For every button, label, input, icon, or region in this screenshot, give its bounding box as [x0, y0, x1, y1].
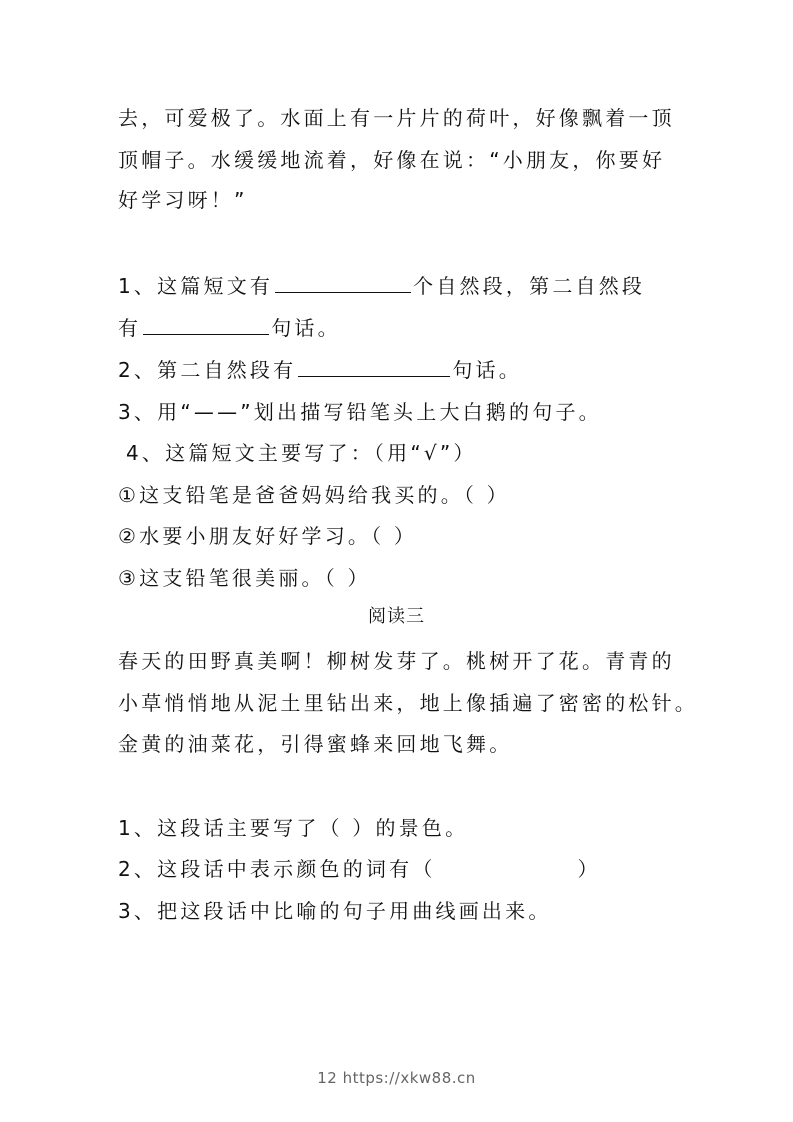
- reading-three-line-3: 金黄的油菜花，引得蜜蜂来回地飞舞。: [118, 732, 513, 756]
- question-1-b-text-after: 句话。: [271, 316, 341, 340]
- section-title: 阅读三: [368, 606, 425, 627]
- page-number: 12: [317, 1069, 338, 1087]
- reading-three-question-2-close: ）: [577, 857, 601, 881]
- option-1[interactable]: ①这支铅笔是爸爸妈妈给我买的。（ ）: [118, 483, 510, 507]
- option-3[interactable]: ③这支铅笔很美丽。（ ）: [118, 566, 371, 590]
- footer-url[interactable]: https://xkw88.cn: [342, 1069, 476, 1087]
- reading-three-question-2: [118, 855, 601, 883]
- question-1-text-before: 1、这篇短文有: [118, 274, 274, 298]
- reading-three-line-2: 小草悄悄地从泥土里钻出来，地上像插遍了密密的松针。: [118, 691, 698, 715]
- option-2[interactable]: ②水要小朋友好好学习。（ ）: [118, 524, 418, 548]
- question-1-text-after: 个自然段，第二自然段: [413, 274, 646, 298]
- passage-line-3: 好学习呀！”: [118, 188, 248, 212]
- reading-three-question-2-text: 2、这段话中表示颜色的词有（: [118, 857, 436, 881]
- answer-blank-question-2[interactable]: [298, 358, 450, 377]
- page-footer: [0, 1069, 793, 1087]
- question-1-b-text-before: 有: [118, 316, 142, 340]
- question-2-text-after: 句话。: [452, 358, 522, 382]
- question-2-line: [118, 356, 522, 384]
- answer-blank-sentence-count[interactable]: [143, 316, 269, 335]
- question-1-line-b: [118, 314, 341, 342]
- reading-three-question-1: 1、这段话主要写了（ ）的景色。: [118, 816, 469, 840]
- question-3: 3、用“——”划出描写铅笔头上大白鹅的句子。: [118, 400, 602, 424]
- question-1-line-a: [118, 272, 645, 300]
- reading-three-question-3: 3、把这段话中比喻的句子用曲线画出来。: [118, 899, 552, 923]
- question-4: 4、这篇短文主要写了：（用“√”）: [126, 441, 477, 465]
- passage-line-2: 顶帽子。水缓缓地流着，好像在说：“小朋友，你要好: [118, 148, 666, 172]
- reading-three-line-1: 春天的田野真美啊！柳树发芽了。桃树开了花。青青的: [118, 649, 675, 673]
- passage-line-1: 去，可爱极了。水面上有一片片的荷叶，好像飘着一顶: [118, 106, 675, 130]
- question-2-text-before: 2、第二自然段有: [118, 358, 297, 382]
- answer-blank-paragraph-count[interactable]: [275, 274, 411, 293]
